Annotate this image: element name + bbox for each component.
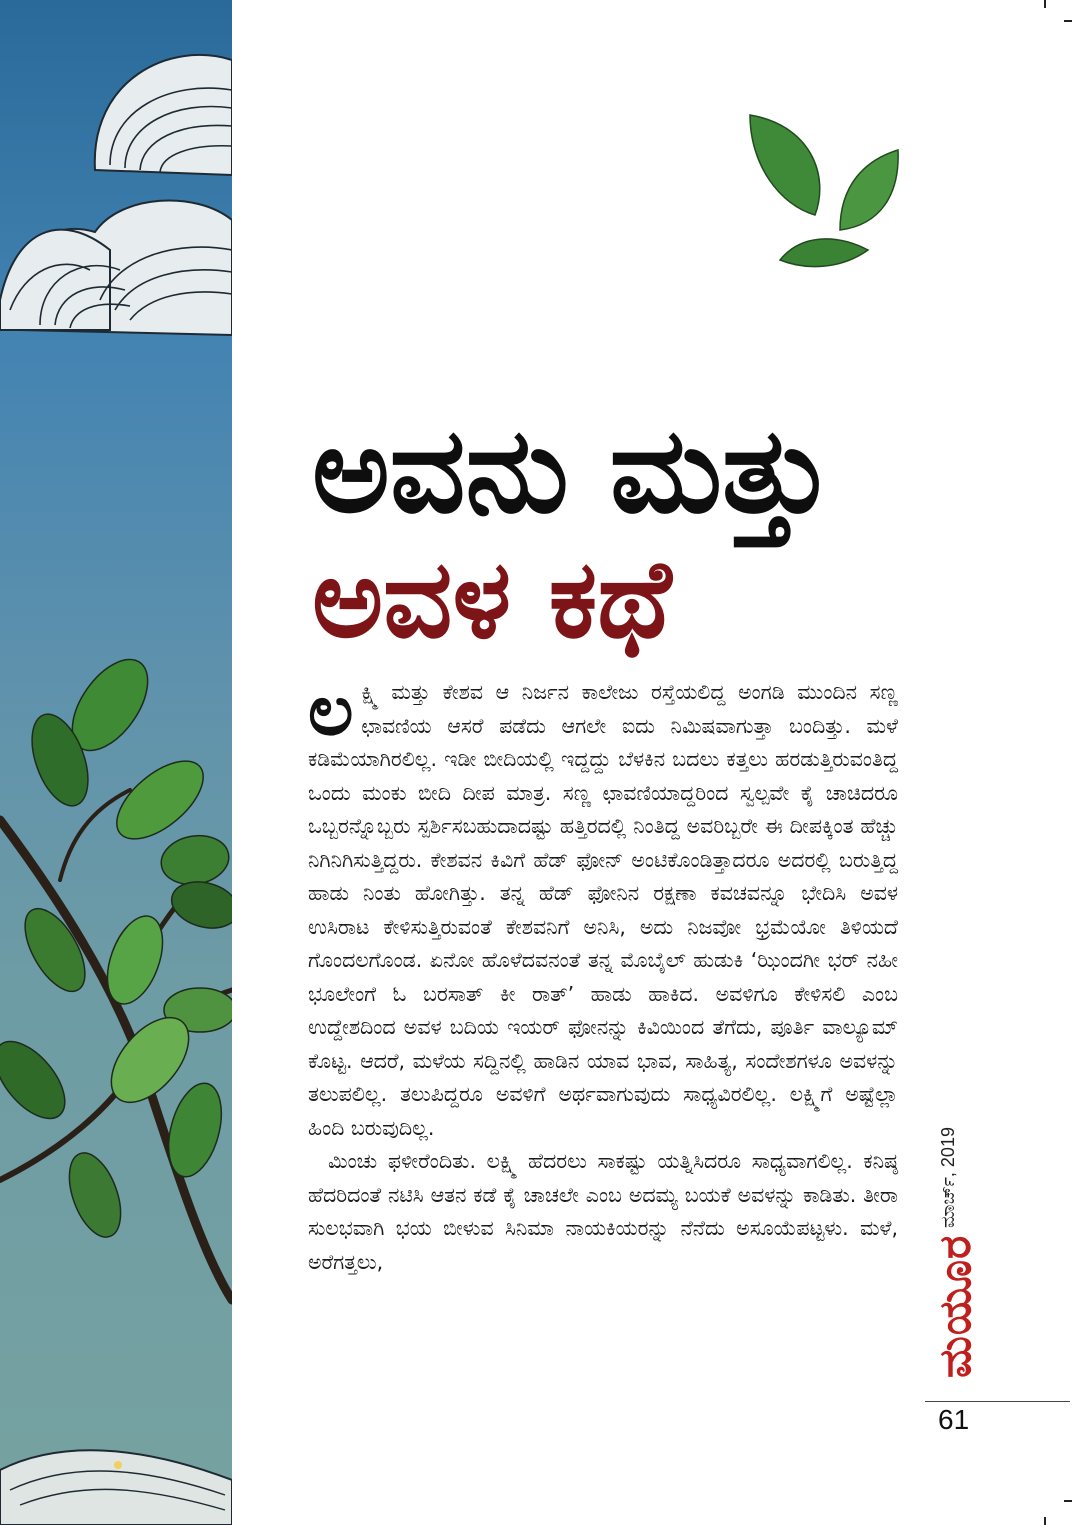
- paragraph-2: ಮಿಂಚು ಫಳೀರೆಂದಿತು. ಲಕ್ಷ್ಮಿ ಹೆದರಲು ಸಾಕಷ್ಟು ಯತ್ನಿಸಿದರೂ ಸಾಧ್ಯವಾಗಲಿಲ್ಲ. ಕನಿಷ್ಠ ಹೆದರಿದಂತೆ ನಟಿಸಿ ಆತನ ಕಡೆ ಕೈ ಚಾಚಲೇ ಎಂಬ ಅದಮ್ಯ ಬಯಕೆ ಅವಳನ್ನು ಕಾಡಿತು. ತೀರಾ ಸುಲಭವಾಗಿ ಭಯ ಬೀಳುವ ಸಿನಿಮಾ ನಾಯಕಿಯರನ್ನು ನೆನೆದು ಅಸೂಯೆಪಟ್ಟಳು. ಮಳೆ, ಅರೆಗತ್ತಲು,: [308, 1149, 898, 1274]
- issue-date: ಮಾರ್ಚ್, 2019: [938, 1127, 958, 1228]
- decorative-art-strip: [0, 0, 232, 1525]
- crop-mark: [1064, 1500, 1072, 1502]
- crop-mark: [1044, 1517, 1046, 1525]
- painted-leaves-clouds-art: [0, 0, 232, 1525]
- green-leaves-icon: [740, 105, 910, 275]
- footer-rule: [925, 1401, 1070, 1402]
- article-title: [312, 400, 932, 660]
- page-number: 61: [938, 1404, 970, 1435]
- paragraph-1: [308, 669, 898, 1145]
- crop-mark: [1064, 20, 1072, 22]
- drop-cap: ಲ: [308, 669, 354, 751]
- title-line-2: ಅವಳ ಕಥೆ: [312, 537, 672, 662]
- crop-mark: [1044, 0, 1046, 8]
- article-body: [308, 669, 898, 1279]
- paragraph-1-text: ಕ್ಷ್ಮಿ ಮತ್ತು ಕೇಶವ ಆ ನಿರ್ಜನ ಕಾಲೇಜು ರಸ್ತೆಯಲಿದ್ದ ಅಂಗಡಿ ಮುಂದಿನ ಸಣ್ಣ ಛಾವಣಿಯ ಆಸರೆ ಪಡೆದು ಆಗಲೇ ಐದು ನಿಮಿಷವಾಗುತ್ತಾ ಬಂದಿತ್ತು. ಮಳೆ ಕಡಿಮೆಯಾಗಿರಲಿಲ್ಲ. ಇಡೀ ಬೀದಿಯಲ್ಲಿ ಇದ್ದದ್ದು ಬೆಳಕಿನ ಬದಲು ಕತ್ತಲು ಹರಡುತ್ತಿರುವಂತಿದ್ದ ಒಂದು ಮಂಕು ಬೀದಿ ದೀಪ ಮಾತ್ರ. ಸಣ್ಣ ಛಾವಣಿಯಾದ್ದರಿಂದ ಸ್ವಲ್ಪವೇ ಕೈ ಚಾಚಿದರೂ ಒಬ್ಬರನ್ನೊಬ್ಬರು ಸ್ಪರ್ಶಿಸಬಹುದಾದಷ್ಟು ಹತ್ತಿರದಲ್ಲಿ ನಿಂತಿದ್ದ ಅವರಿಬ್ಬರೇ ಈ ದೀಪಕ್ಕಿಂತ ಹೆಚ್ಚು ನಿಗಿನಿಗಿಸುತ್ತಿದ್ದರು. ಕೇಶವನ ಕಿವಿಗೆ ಹೆಡ್ ಫೋನ್ ಅಂಟಿಕೊಂಡಿತ್ತಾದರೂ ಅದರಲ್ಲಿ ಬರುತ್ತಿದ್ದ ಹಾಡು ನಿಂತು ಹೋಗಿತ್ತು. ತನ್ನ ಹೆಡ್ ಫೋನಿನ ರಕ್ಷಣಾ ಕವಚವನ್ನೂ ಭೇದಿಸಿ ಅವಳ ಉಸಿರಾಟ ಕೇಳಿಸುತ್ತಿರುವಂತೆ ಕೇಶವನಿಗೆ ಅನಿಸಿ, ಅದು ನಿಜವೋ ಭ್ರಮೆಯೋ ತಿಳಿಯದೆ ಗೊಂದಲಗೊಂಡ. ಏನೋ ಹೊಳೆದವನಂತೆ ತನ್ನ ಮೊಬೈಲ್ ಹುಡುಕಿ ‘ಝಿಂದಗೀ ಭರ್ ನಹೀ ಭೂಲೇಂಗೆ ಓ ಬರಸಾತ್ ಕೀ ರಾತ್’ ಹಾಡು ಹಾಕಿದ. ಅವಳಿಗೂ ಕೇಳಿಸಲಿ ಎಂಬ ಉದ್ದೇಶದಿಂದ ಅವಳ ಬದಿಯ ಇಯರ್ ಫೋನನ್ನು ಕಿವಿಯಿಂದ ತೆಗೆದು, ಪೂರ್ತಿ ವಾಲ್ಯೂಮ್ ಕೊಟ್ಟ. ಆದರೆ, ಮಳೆಯ ಸದ್ದಿನಲ್ಲಿ ಹಾಡಿನ ಯಾವ ಭಾವ, ಸಾಹಿತ್ಯ, ಸಂದೇಶಗಳೂ ಅವಳನ್ನು ತಲುಪಲಿಲ್ಲ. ತಲುಪಿದ್ದರೂ ಅವಳಿಗೆ ಅರ್ಥವಾಗುವುದು ಸಾಧ್ಯವಿರಲಿಲ್ಲ. ಲಕ್ಷ್ಮಿಗೆ ಅಷ್ಟೆಲ್ಲಾ ಹಿಂದಿ ಬರುವುದಿಲ್ಲ.: [308, 680, 898, 1140]
- magazine-name: ಮಯೂರ: [930, 1234, 981, 1378]
- title-line-1: ಅವನು ಮತ್ತು: [312, 401, 833, 539]
